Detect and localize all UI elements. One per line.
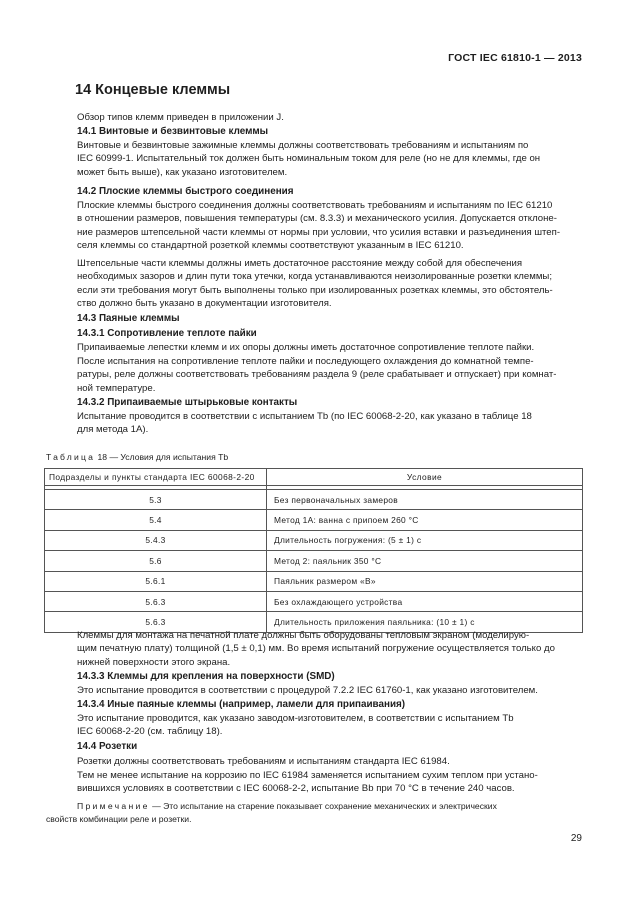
table-row — [45, 571, 583, 591]
table-header-row — [45, 469, 583, 486]
heading-14-1: 14.1 Винтовые и безвинтовые клеммы — [77, 126, 269, 137]
intro-paragraph: Обзор типов клемм приведен в приложении J. — [77, 112, 284, 123]
table-cell-condition: Без первоначальных замеров — [267, 490, 583, 510]
paragraph-14-1: Винтовые и безвинтовые зажимные клеммы должны соответствовать требованиям и испытаниям по IEC 60999-1. Испытательный ток должен быть номинальным током для реле (но не для клеммы, где он может быть выше), как указано изготовителем. — [77, 140, 541, 178]
paragraph-14-3-3: Это испытание проводится в соответствии с процедурой 7.2.2 IEC 61760-1, как указано изготовителем. — [77, 685, 538, 696]
heading-14-3-4: 14.3.4 Иные паяные клеммы (например, ламели для припаивания) — [77, 699, 406, 710]
table-cell-clause: 5.6.1 — [45, 571, 267, 591]
table-caption: Таблица 18 — Условия для испытания Tb — [46, 452, 229, 462]
table-cell-condition: Без охлаждающего устройства — [267, 591, 583, 611]
paragraph-pcb-terminals: Клеммы для монтажа на печатной плате должны быть оборудованы тепловым экраном (моделирую- щим печатную плату) толщиной (1,5 ± 0,1) мм. Во время испытаний погружение осуществляется только до нижней поверхности этого экрана. — [77, 630, 555, 668]
table-cell-condition: Метод 2: паяльник 350 °С — [267, 551, 583, 571]
section-title: 14 Концевые клеммы — [75, 82, 231, 98]
page-number: 29 — [570, 833, 582, 844]
standard-designation: ГОСТ IEC 61810-1 — 2013 — [448, 52, 582, 64]
table-cell-clause: 5.6.3 — [45, 591, 267, 611]
table-row — [45, 591, 583, 611]
heading-14-3-3: 14.3.3 Клеммы для крепления на поверхности (SMD) — [77, 671, 335, 682]
paragraph-14-2-b: Штепсельные части клеммы должны иметь достаточное расстояние между собой для обеспечения необходимых зазоров и длин пути тока утечки, когда устанавливаются неизолированные розетки клеммы; если эти требования могут быть выполнены только при изолированных розетках клеммы, это обстоятель- ство должно быть указано в документации изготовителя. — [77, 258, 553, 310]
table-cell-clause: 5.6 — [45, 551, 267, 571]
paragraph-14-4-b: Тем не менее испытание на коррозию по IEC 61984 заменяется испытанием сухим теплом при устано- вившихся условиях в соответствии с IEC 60068-2-2, испытание Bb при 70 °С в течение 240 часов. — [77, 770, 538, 795]
table-cell-condition: Метод 1А: ванна с припоем 260 °С — [267, 510, 583, 530]
table-cell-condition: Паяльник размером «В» — [267, 571, 583, 591]
table-cell-clause: 5.3 — [45, 490, 267, 510]
table-cell-condition: Длительность приложения паяльника: (10 ± 1) с — [267, 612, 583, 632]
table-cell-condition: Длительность погружения: (5 ± 1) с — [267, 530, 583, 550]
table-row — [45, 490, 583, 510]
heading-14-3-2: 14.3.2 Припаиваемые штырьковые контакты — [77, 397, 298, 408]
paragraph-14-3-2: Испытание проводится в соответствии с испытанием Tb (по IEC 60068-2-20, как указано в таблице 18 для метода 1А). — [77, 411, 532, 436]
table-row — [45, 510, 583, 530]
paragraph-14-3-1-a: Припаиваемые лепестки клемм и их опоры должны иметь достаточное сопротивление теплоте пайки. — [77, 342, 535, 353]
table-header-clauses: Подразделы и пункты стандарта IEC 60068-2-20 — [45, 469, 267, 486]
note: Примечание — Это испытание на старение показывает сохранение механических и электрических свойств комбинации реле и розетки. — [46, 801, 497, 824]
table-cell-clause: 5.4.3 — [45, 530, 267, 550]
conditions-table — [44, 468, 583, 633]
table-cell-clause: 5.4 — [45, 510, 267, 530]
paragraph-14-3-1-b: После испытания на сопротивление теплоте пайки и последующего охлаждения до комнатной темпе- ратуры, реле должны соответствовать требованиям раздела 9 (реле срабатывает и отпускает) при комнат- ной температуре. — [77, 356, 557, 394]
heading-14-2: 14.2 Плоские клеммы быстрого соединения — [77, 186, 294, 197]
note-label: Примечание — [77, 801, 150, 811]
paragraph-14-4-a: Розетки должны соответствовать требованиям и испытаниям стандарта IEC 61984. — [77, 756, 450, 767]
table-cell-clause: 5.6.3 — [45, 612, 267, 632]
table-header-condition: Условие — [267, 469, 583, 486]
table-row — [45, 530, 583, 550]
paragraph-14-3-4: Это испытание проводится, как указано заводом-изготовителем, в соответствии с испытанием Tb IEC 60068-2-20 (см. таблицу 18). — [77, 713, 514, 738]
table-row — [45, 551, 583, 571]
heading-14-4: 14.4 Розетки — [77, 741, 138, 752]
paragraph-14-2-a: Плоские клеммы быстрого соединения должны соответствовать требованиям и испытаниям по IEC 61210 в отношении размеров, повышения температуры (см. 8.3.3) и механического усилия. Допускается отклоне- ние размеров штепсельной части клеммы от нормы при условии, что усилия вставки и разъединения штеп- селя клеммы со стандартной розеткой клеммы соответствуют указанным в IEC 61210. — [77, 200, 561, 252]
heading-14-3-1: 14.3.1 Сопротивление теплоте пайки — [77, 328, 257, 339]
heading-14-3: 14.3 Паяные клеммы — [77, 313, 180, 324]
